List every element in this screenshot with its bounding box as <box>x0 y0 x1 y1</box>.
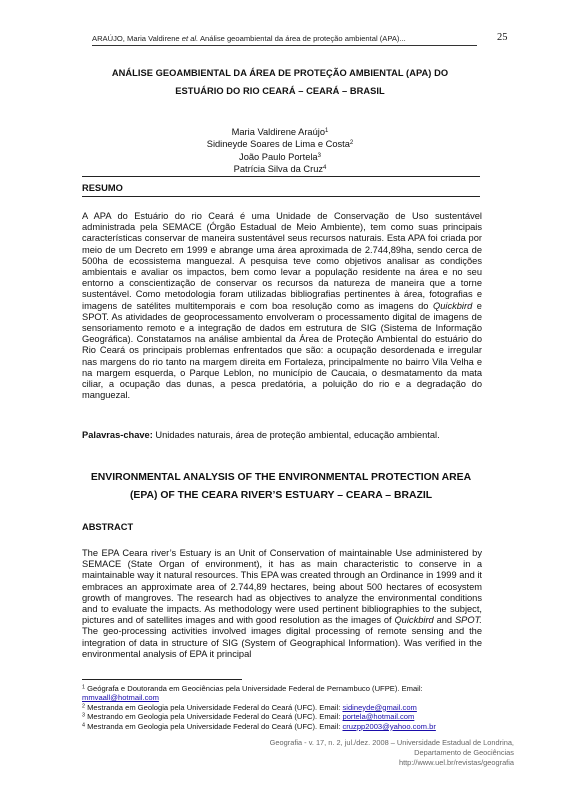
footer-url[interactable]: http://www.uel.br/revistas/geografia <box>398 758 514 767</box>
author-1: Maria Valdirene Araújo$^1$ <box>231 127 329 137</box>
keywords-label: Palavras-chave: <box>82 430 153 440</box>
abstract-heading: ABSTRACT <box>82 522 134 532</box>
title-en-line-1: ENVIRONMENTAL ANALYSIS OF THE ENVIRONMENTAL PROTECTION AREA <box>90 472 472 483</box>
keywords <box>82 430 482 441</box>
title-en-line-2: (EPA) OF THE CEARA RIVER’S ESTUARY – CEARA – BRAZIL <box>129 490 433 501</box>
footnote-divider <box>82 679 242 680</box>
title-pt-line-2: ESTUÁRIO DO RIO CEARÁ – CEARÁ – BRASIL <box>175 86 385 96</box>
title-divider <box>82 176 480 177</box>
title-pt-line-1: ANÁLISE GEOAMBIENTAL DA ÁREA DE PROTEÇÃO AMBIENTAL (APA) DO <box>111 68 449 78</box>
footnote-2-email[interactable]: sidineyde@gmail.com <box>342 702 417 712</box>
spot-term: SPOT. <box>454 615 482 626</box>
abstract-body: The EPA Ceara river’s Estuary is an Unit of Conservation of maintainable Use administered by SEMACE (State Organ of environment), it has as main characteristic to conserve in a maintainable way it natural resources. This EPA was created through an Ordinance in 1999 and it embraces an approximate area of 2.744,89 hectares, being about 500 hectares of ecosystem growth of mangroves. The research had as objectives to analyze the environmental conditions and to evaluate the impacts. As methodology were used pertinent bibliographies to the subject, pictures and of satellites images and with good resolution as the images of Quickbird and SPOT. The geo-processing activities involved images digital processing of remote sensing and the integration of data in structure of SIG (System of Geographical Information). Was verified in the environmental analysis of EPA it principal <box>82 548 482 659</box>
footnotes <box>82 684 482 731</box>
author-4: Patrícia Silva da Cruz$^4$ <box>233 163 327 174</box>
page-footer <box>248 738 514 768</box>
header-author: ARAÚJO, Maria Valdirene <box>92 34 180 43</box>
footnote-4: $^4$ Mestranda em Geologia pela Universidade Federal do Ceará (UFC). Email: cruzpp2003@yahoo.com.br <box>82 721 436 731</box>
author-list <box>80 126 480 175</box>
footer-journal: Geografia - v. 17, n. 2, jul./dez. 2008 – Universidade Estadual de Londrina, Departamento de Geociências <box>269 738 514 757</box>
running-header <box>92 34 474 43</box>
resumo-divider <box>82 196 480 197</box>
keywords-text: Unidades naturais, área de proteção ambiental, educação ambiental. <box>152 430 440 440</box>
header-title: Análise geoambiental da área de proteção ambiental (APA)... <box>199 34 406 43</box>
quickbird-term: Quickbird <box>433 300 473 311</box>
footnote-1: $^1$ Geógrafa e Doutoranda em Geociências pela Universidade Federal de Pernambuco (UFPE). Email: mmvaall@hotmail.com <box>82 684 423 703</box>
footnote-3-email[interactable]: portela@hotmail.com <box>342 712 415 722</box>
author-3: João Paulo Portela$^3$ <box>239 151 321 162</box>
page-number: 25 <box>497 32 508 43</box>
quickbird-term-en: Quickbird <box>394 615 434 626</box>
footnote-2: $^2$ Mestranda em Geologia pela Universidade Federal do Ceará (UFC). Email: sidineyde@gmail.com <box>82 702 417 712</box>
resumo-heading: RESUMO <box>82 183 123 193</box>
header-divider <box>92 45 477 46</box>
author-2: Sidineyde Soares de Lima e Costa$^2$ <box>206 139 354 150</box>
footnote-3: $^3$ Mestrando em Geologia pela Universidade Federal do Ceará (UFC). Email: portela@hotmail.com <box>82 712 415 722</box>
resumo-body: A APA do Estuário do rio Ceará é uma Unidade de Conservação de Uso sustentável administrada pela SEMACE (Órgão Estadual de Meio Ambiente), tem como suas principais características conservar de maneira sustentável seus recursos naturais. Esta APA foi criada por meio de um Decreto em 1999 e abrange uma área aproximada de 2.744,89ha, sendo cerca de 500ha de ecossistema manguezal. A pesquisa teve como objetivos analisar as condições ambientais e avaliar os impactos, bem como levar a população residente na área e no seu entorno a conscientização de conservar os recursos da natureza de maneira que a torne sustentável. Como metodologia foram utilizadas bibliografias pertinentes à área, fotografias e imagens de satélites multitemporais e com boa resolução como as imagens do Quickbird e SPOT. As atividades de geoprocessamento envolveram o processamento digital de imagens de sensoriamento remoto e a integração de dados em estrutura de SIG (Sistema de Informação Geográfica). Constatamos na análise ambiental da Área de Proteção Ambiental do estuário do Rio Ceará os principais problemas enfrentados que são: a ocupação desordenada e irregular nas margens do rio tanto na margem direita em Fortaleza, principalmente no bairro Vila Velha e na margem esquerda, o Parque Leblon, no município de Caucaia, o desmatamento da mata ciliar, a ocupação das dunas, a pesca predatória, a poluição do rio e a degradação do manguezal. <box>82 211 482 401</box>
footnote-1-email[interactable]: mmvaall@hotmail.com <box>82 693 159 703</box>
footnote-4-email[interactable]: cruzpp2003@yahoo.com.br <box>342 721 436 731</box>
header-et-al: et al. <box>181 34 199 43</box>
